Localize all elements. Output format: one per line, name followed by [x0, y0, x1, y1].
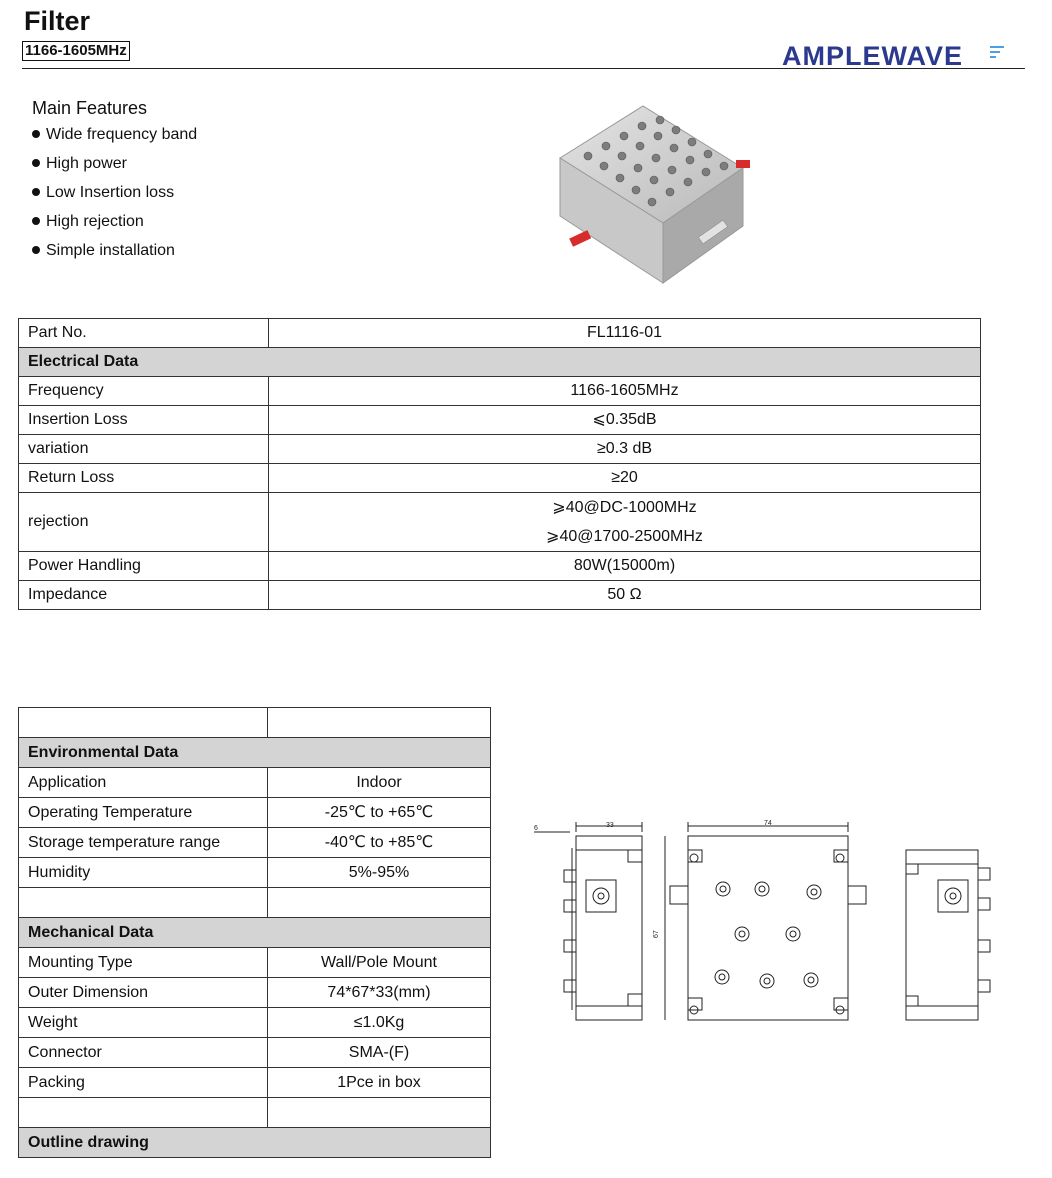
row-value: ≥20 — [269, 464, 981, 493]
brand-text: AMPLEWAVE — [782, 41, 964, 71]
empty-cell — [19, 1098, 268, 1128]
section-header — [19, 918, 491, 948]
environmental-section-title: Environmental Data — [19, 738, 491, 768]
bullet-icon — [32, 130, 40, 138]
table-row — [19, 581, 981, 610]
dim-6: 6 — [534, 825, 538, 832]
row-value: ≥0.3 dB — [269, 435, 981, 464]
front-view — [665, 822, 866, 1020]
table-row — [19, 858, 491, 888]
table-row — [19, 1068, 491, 1098]
row-label: Outer Dimension — [19, 978, 268, 1008]
row-label: Return Loss — [19, 464, 269, 493]
row-label: Humidity — [19, 858, 268, 888]
environmental-mechanical-table — [18, 707, 491, 1158]
row-label: rejection — [19, 493, 269, 552]
dim-33: 33 — [606, 822, 614, 829]
frequency-subtitle: 1166-1605MHz — [22, 41, 130, 61]
table-row — [19, 708, 491, 738]
table-row — [19, 1038, 491, 1068]
dim-74: 74 — [764, 820, 772, 827]
row-label: Mounting Type — [19, 948, 268, 978]
table-row — [19, 978, 491, 1008]
features-heading: Main Features — [32, 98, 148, 118]
side-view-left — [534, 822, 642, 1020]
page-title: Filter — [24, 6, 91, 36]
row-value: 1Pce in box — [268, 1068, 491, 1098]
empty-cell — [268, 708, 491, 738]
dim-67: 67 — [653, 930, 660, 938]
table-row — [19, 768, 491, 798]
rejection-low: ⩾40@DC-1000MHz — [552, 499, 697, 516]
electrical-data-table — [18, 318, 981, 610]
row-value: Wall/Pole Mount — [268, 948, 491, 978]
outline-section-title: Outline drawing — [19, 1128, 491, 1158]
row-label: Packing — [19, 1068, 268, 1098]
outline-drawing — [530, 814, 1000, 1024]
amplewave-logo — [782, 38, 1012, 72]
feature-item: Wide frequency band — [32, 124, 197, 153]
section-header — [19, 738, 491, 768]
row-value: 50 Ω — [269, 581, 981, 610]
sma-connector-icon — [736, 160, 750, 168]
empty-cell — [268, 1098, 491, 1128]
section-header — [19, 348, 981, 377]
bullet-icon — [32, 246, 40, 254]
row-label: Operating Temperature — [19, 798, 268, 828]
feature-item: High power — [32, 153, 197, 182]
row-label: Power Handling — [19, 552, 269, 581]
table-row — [19, 1008, 491, 1038]
row-value: ≤1.0Kg — [268, 1008, 491, 1038]
row-value: 74*67*33(mm) — [268, 978, 491, 1008]
features-list — [32, 124, 197, 269]
row-label: Frequency — [19, 377, 269, 406]
bullet-icon — [32, 217, 40, 225]
empty-cell — [19, 708, 268, 738]
table-row — [19, 828, 491, 858]
side-view-right — [906, 850, 990, 1020]
feature-item: Low Insertion loss — [32, 182, 197, 211]
row-value: ⩽0.35dB — [269, 406, 981, 435]
table-row — [19, 493, 981, 552]
table-row — [19, 1098, 491, 1128]
table-row — [19, 888, 491, 918]
row-label: Impedance — [19, 581, 269, 610]
table-row — [19, 798, 491, 828]
table-row — [19, 377, 981, 406]
feature-item: High rejection — [32, 211, 197, 240]
row-value: -25℃ to +65℃ — [268, 798, 491, 828]
row-value: SMA-(F) — [268, 1038, 491, 1068]
rejection-high: ⩾40@1700-2500MHz — [546, 528, 703, 545]
empty-cell — [19, 888, 268, 918]
table-row — [19, 464, 981, 493]
row-value: 5%-95% — [268, 858, 491, 888]
row-value: -40℃ to +85℃ — [268, 828, 491, 858]
table-row — [19, 435, 981, 464]
table-row — [19, 552, 981, 581]
section-header — [19, 1128, 491, 1158]
bullet-icon — [32, 159, 40, 167]
empty-cell — [268, 888, 491, 918]
row-label: variation — [19, 435, 269, 464]
tuning-screw-icons — [715, 882, 821, 988]
row-label: Connector — [19, 1038, 268, 1068]
table-row — [19, 948, 491, 978]
row-label: Application — [19, 768, 268, 798]
part-no-value: FL1116-01 — [269, 319, 981, 348]
table-row — [19, 319, 981, 348]
table-row — [19, 406, 981, 435]
row-value: 1166-1605MHz — [269, 377, 981, 406]
row-label: Storage temperature range — [19, 828, 268, 858]
mechanical-section-title: Mechanical Data — [19, 918, 491, 948]
row-value: 80W(15000m) — [269, 552, 981, 581]
electrical-section-title: Electrical Data — [19, 348, 981, 377]
row-label: Insertion Loss — [19, 406, 269, 435]
row-label: Weight — [19, 1008, 268, 1038]
row-value: Indoor — [268, 768, 491, 798]
product-photo — [548, 98, 763, 288]
rejection-values — [269, 493, 981, 552]
feature-item: Simple installation — [32, 240, 197, 269]
part-no-label: Part No. — [19, 319, 269, 348]
bullet-icon — [32, 188, 40, 196]
